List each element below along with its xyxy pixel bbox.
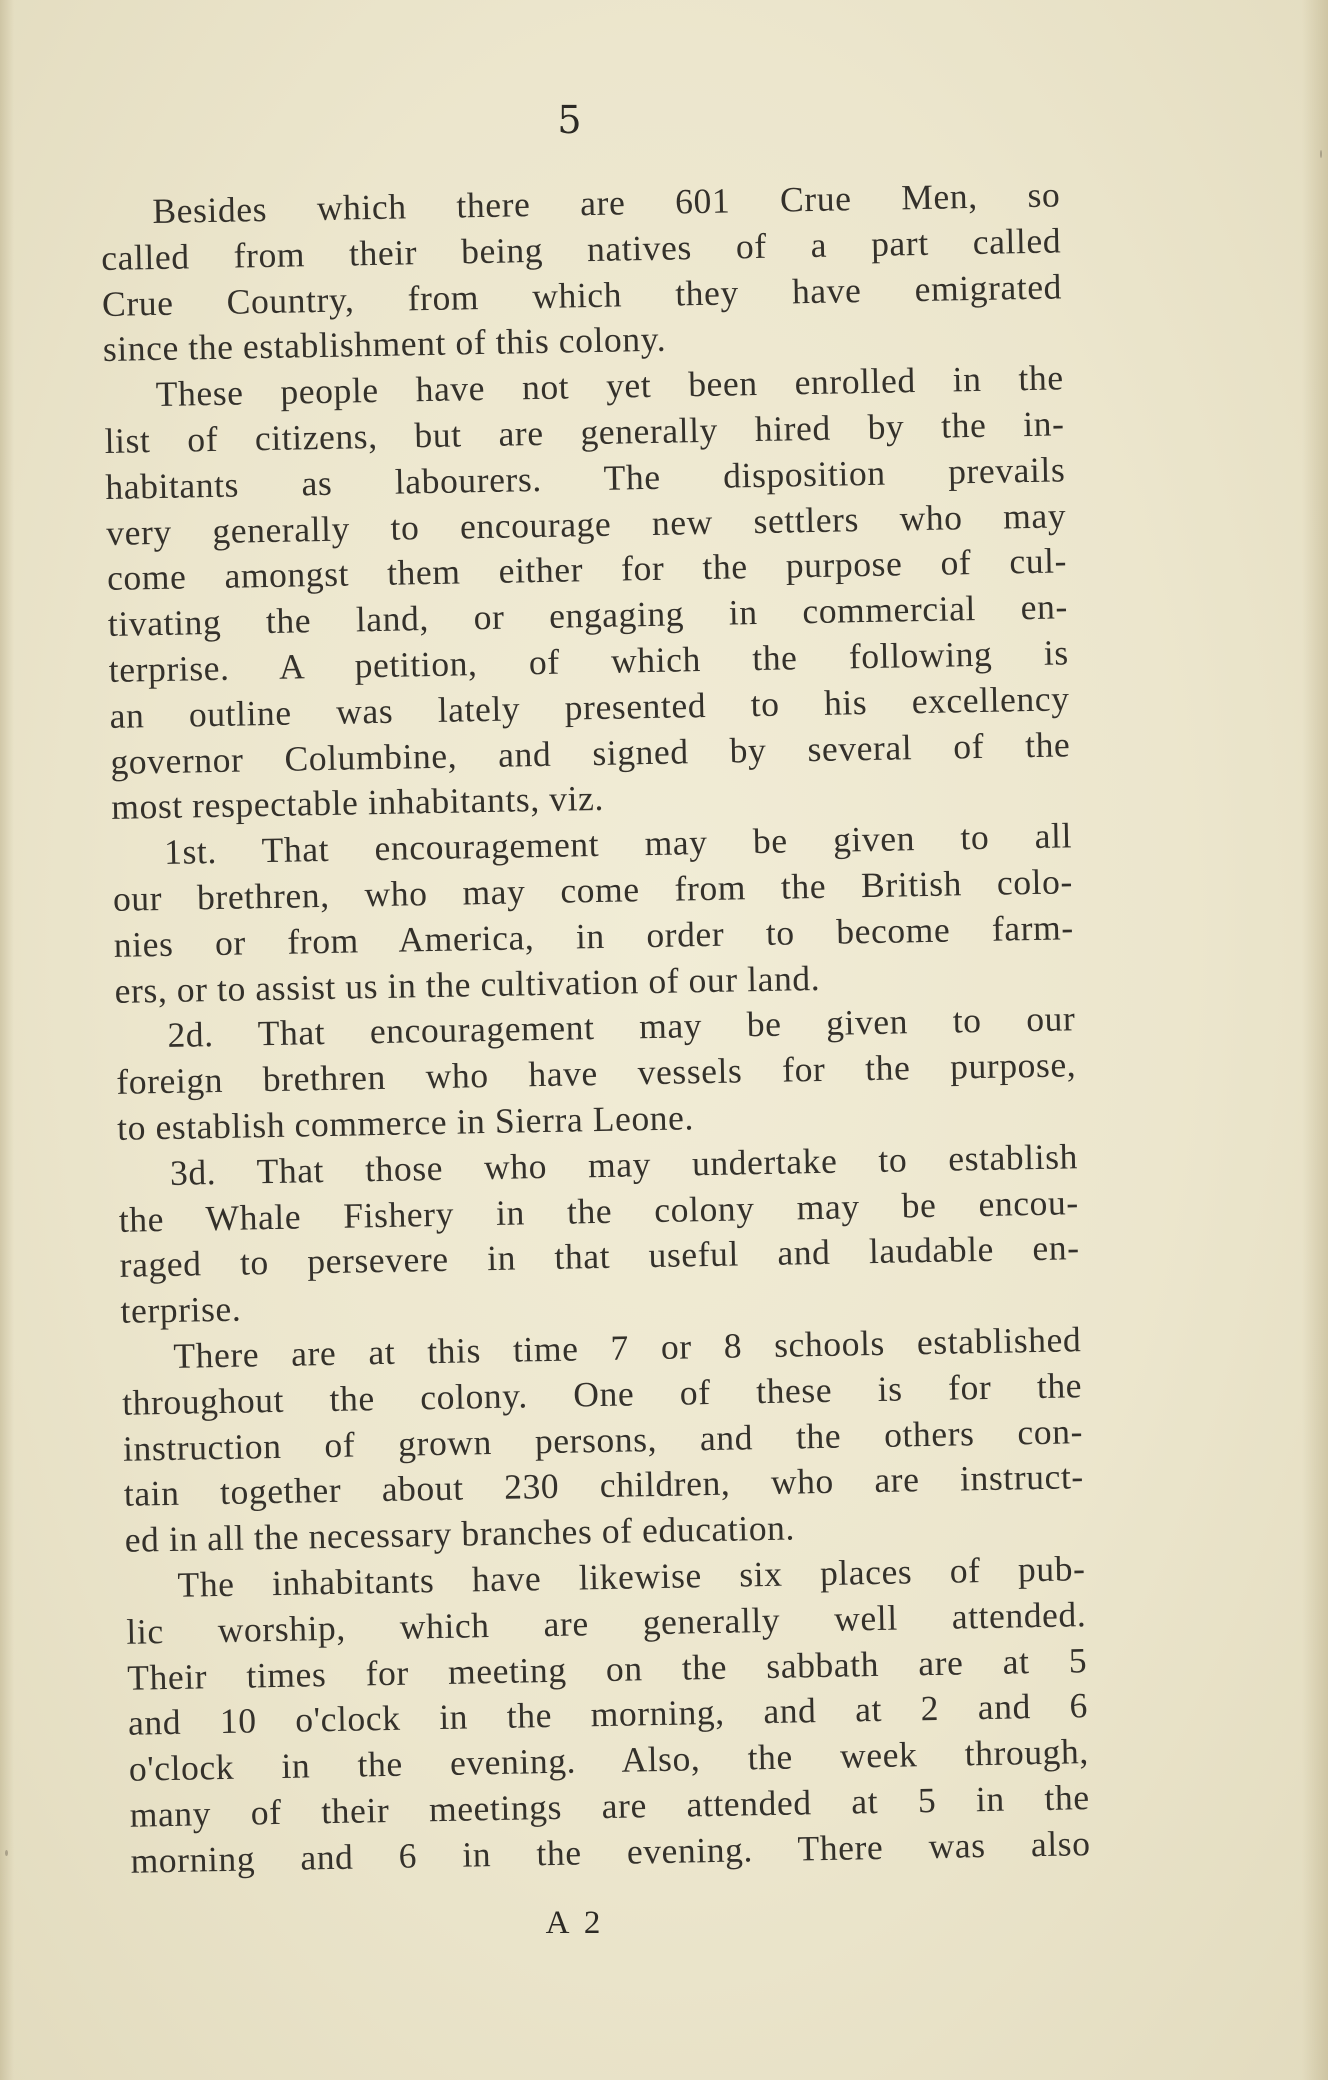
signature-mark: A 2	[545, 1905, 605, 1941]
text-line: 2d. That encouragement may be given to our	[167, 998, 1076, 1056]
text-line: most respectable inhabitants, viz.	[110, 778, 605, 828]
text-line: since the establishment of this colony.	[102, 319, 667, 370]
text-line: the Whale Fishery in the colony may be encou-	[118, 1181, 1080, 1240]
text-line: throughout the colony. One of these is for the	[121, 1364, 1083, 1423]
text-line: There are at this time 7 or 8 schools established	[173, 1319, 1082, 1376]
text-line: come amongst them either for the purpose of cul-	[106, 540, 1068, 599]
text-line: raged to persevere in that useful and laudable en-	[119, 1227, 1080, 1286]
text-line: very generally to encourage new settlers who may	[105, 494, 1067, 553]
body-text	[100, 172, 1091, 1884]
text-line: terprise. A petition, of which the following is	[108, 632, 1070, 690]
text-line: Crue Country, from which they have emigrated	[101, 265, 1063, 324]
text-line: 1st. That encouragement may be given to all	[163, 815, 1073, 873]
text-line: foreign brethren who have vessels for the purpose,	[115, 1044, 1077, 1102]
text-line: to establish commerce in Sierra Leone.	[116, 1097, 695, 1148]
page-number: 5	[557, 98, 583, 142]
text-line: habitants as labourers. The disposition prevails	[105, 449, 1066, 507]
text-line: ers, or to assist us in the cultivation of our land.	[114, 957, 821, 1011]
text-line: terprise.	[120, 1288, 242, 1331]
text-line: lic worship, which are generally well attended.	[126, 1593, 1087, 1652]
text-line: and 10 o'clock in the morning, and at 2 and 6	[127, 1685, 1089, 1744]
text-line: tain together about 230 children, who are instruct-	[123, 1456, 1085, 1515]
text-line: tivating the land, or engaging in commercial en-	[107, 586, 1069, 645]
paper-speck	[5, 1850, 8, 1856]
text-line: These people have not yet been enrolled in the	[155, 357, 1064, 415]
text-line: many of their meetings are attended at 5 in the	[129, 1777, 1090, 1835]
text-line: our brethren, who may come from the British colo-	[112, 861, 1074, 919]
text-line: morning and 6 in the evening. There was also	[130, 1822, 1091, 1881]
text-line: governor Columbine, and signed by several of the	[110, 723, 1071, 782]
text-line: list of citizens, but are generally hired by the in-	[104, 403, 1065, 461]
text-line: an outline was lately presented to his excellency	[109, 678, 1070, 736]
page-edge-left	[0, 0, 14, 2080]
text-line: The inhabitants have likewise six places of pub-	[177, 1548, 1086, 1605]
paper-speck	[1320, 150, 1322, 158]
text-line: Their times for meeting on the sabbath are at 5	[126, 1639, 1088, 1698]
text-line: ed in all the necessary branches of education.	[124, 1507, 796, 1560]
text-line: Besides which there are 601 Crue Men, so	[152, 174, 1061, 232]
text-line: o'clock in the evening. Also, the week through,	[128, 1731, 1090, 1789]
text-line: instruction of grown persons, and the others con-	[122, 1410, 1084, 1469]
text-line: nies or from America, in order to become farm-	[113, 907, 1075, 965]
text-line: called from their being natives of a part called	[100, 220, 1062, 278]
page-edge-right	[1302, 0, 1328, 2080]
text-line: 3d. That those who may undertake to establish	[169, 1135, 1079, 1193]
